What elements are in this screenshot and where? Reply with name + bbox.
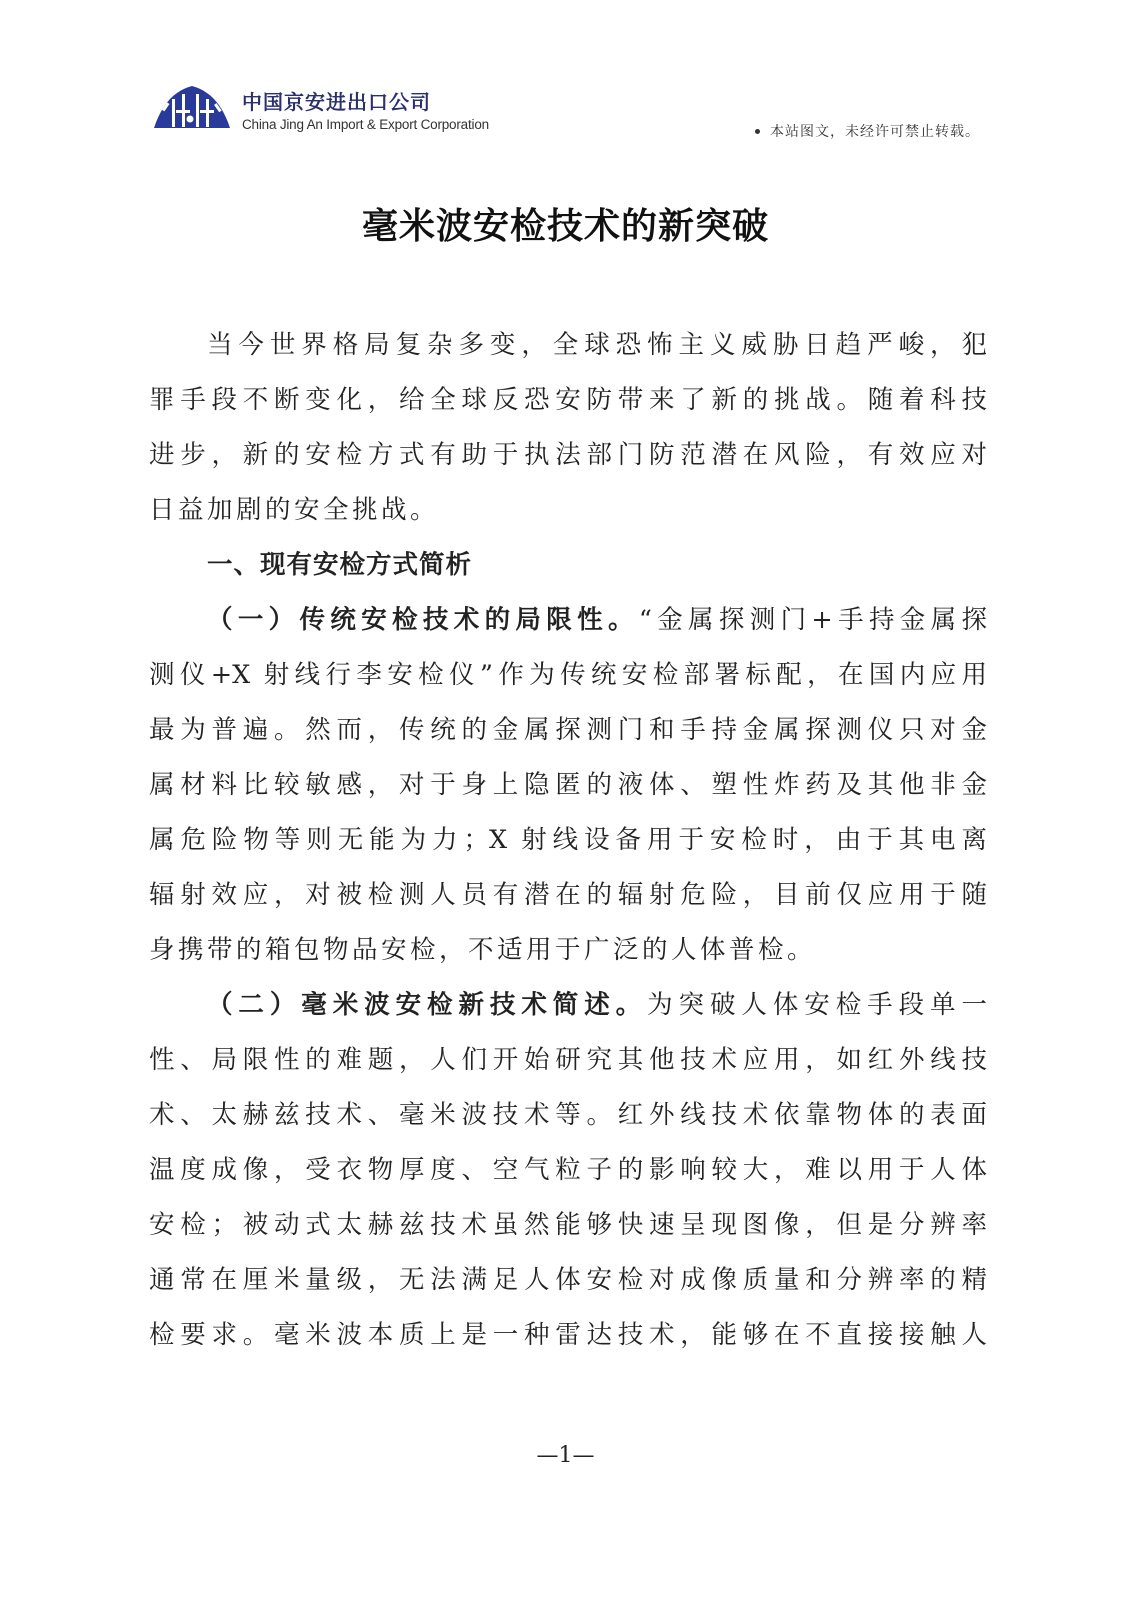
- intro-line: 日益加剧的安全挑战。: [149, 495, 440, 525]
- subsection-1-text: “金属探测门+手持金属探: [638, 605, 987, 635]
- subsection-2-text: 为突破人体安检手段单一: [647, 990, 987, 1020]
- intro-line: 进步，新的安检方式有助于执法部门防范潜在风险，有效应对: [149, 440, 987, 470]
- subsection-2-line: 温度成像，受衣物厚度、空气粒子的影响较大，难以用于人体: [149, 1155, 987, 1185]
- bullet-icon: [755, 129, 760, 134]
- section-heading: 一、现有安检方式简析: [207, 550, 473, 580]
- copyright-notice-text: 本站图文，未经许可禁止转载。: [770, 124, 980, 140]
- document-body: [149, 318, 987, 1363]
- company-logo-icon: [152, 84, 232, 130]
- copyright-notice: [755, 121, 980, 141]
- page-header: [0, 0, 1131, 150]
- subsection-1-line: 测仪+X 射线行李安检仪”作为传统安检部署标配，在国内应用: [149, 660, 987, 690]
- company-name-cn: 中国京安进出口公司: [242, 90, 431, 114]
- subsection-1-line: 身携带的箱包物品安检，不适用于广泛的人体普检。: [149, 935, 817, 965]
- subsection-2-first-line: [149, 978, 987, 1033]
- subsection-2-line: 术、太赫兹技术、毫米波技术等。红外线技术依靠物体的表面: [149, 1100, 987, 1130]
- subsection-2-line: 安检；被动式太赫兹技术虽然能够快速呈现图像，但是分辨率: [149, 1210, 987, 1240]
- subsection-2-label: （二）毫米波安检新技术简述。: [207, 990, 648, 1020]
- document-title: 毫米波安检技术的新突破: [361, 205, 769, 247]
- company-name-en: China Jing An Import & Export Corporation: [242, 117, 489, 132]
- subsection-2-line: 检要求。毫米波本质上是一种雷达技术，能够在不直接接触人: [149, 1320, 987, 1350]
- subsection-1-line: 属危险物等则无能为力；X 射线设备用于安检时，由于其电离: [149, 825, 987, 855]
- subsection-1-first-line: [149, 593, 987, 648]
- subsection-2-line: 性、局限性的难题，人们开始研究其他技术应用，如红外线技: [149, 1045, 987, 1075]
- subsection-2-line: 通常在厘米量级，无法满足人体安检对成像质量和分辨率的精: [149, 1265, 987, 1295]
- subsection-1-label: （一）传统安检技术的局限性。: [207, 605, 639, 635]
- subsection-1-line: 辐射效应，对被检测人员有潜在的辐射危险，目前仅应用于随: [149, 880, 987, 910]
- subsection-1-line: 属材料比较敏感，对于身上隐匿的液体、塑性炸药及其他非金: [149, 770, 987, 800]
- intro-line: 当今世界格局复杂多变，全球恐怖主义威胁日趋严峻，犯: [207, 330, 987, 360]
- page-number: —1—: [536, 1443, 595, 1468]
- subsection-1-line: 最为普遍。然而，传统的金属探测门和手持金属探测仪只对金: [149, 715, 987, 745]
- intro-line: 罪手段不断变化，给全球反恐安防带来了新的挑战。随着科技: [149, 385, 987, 415]
